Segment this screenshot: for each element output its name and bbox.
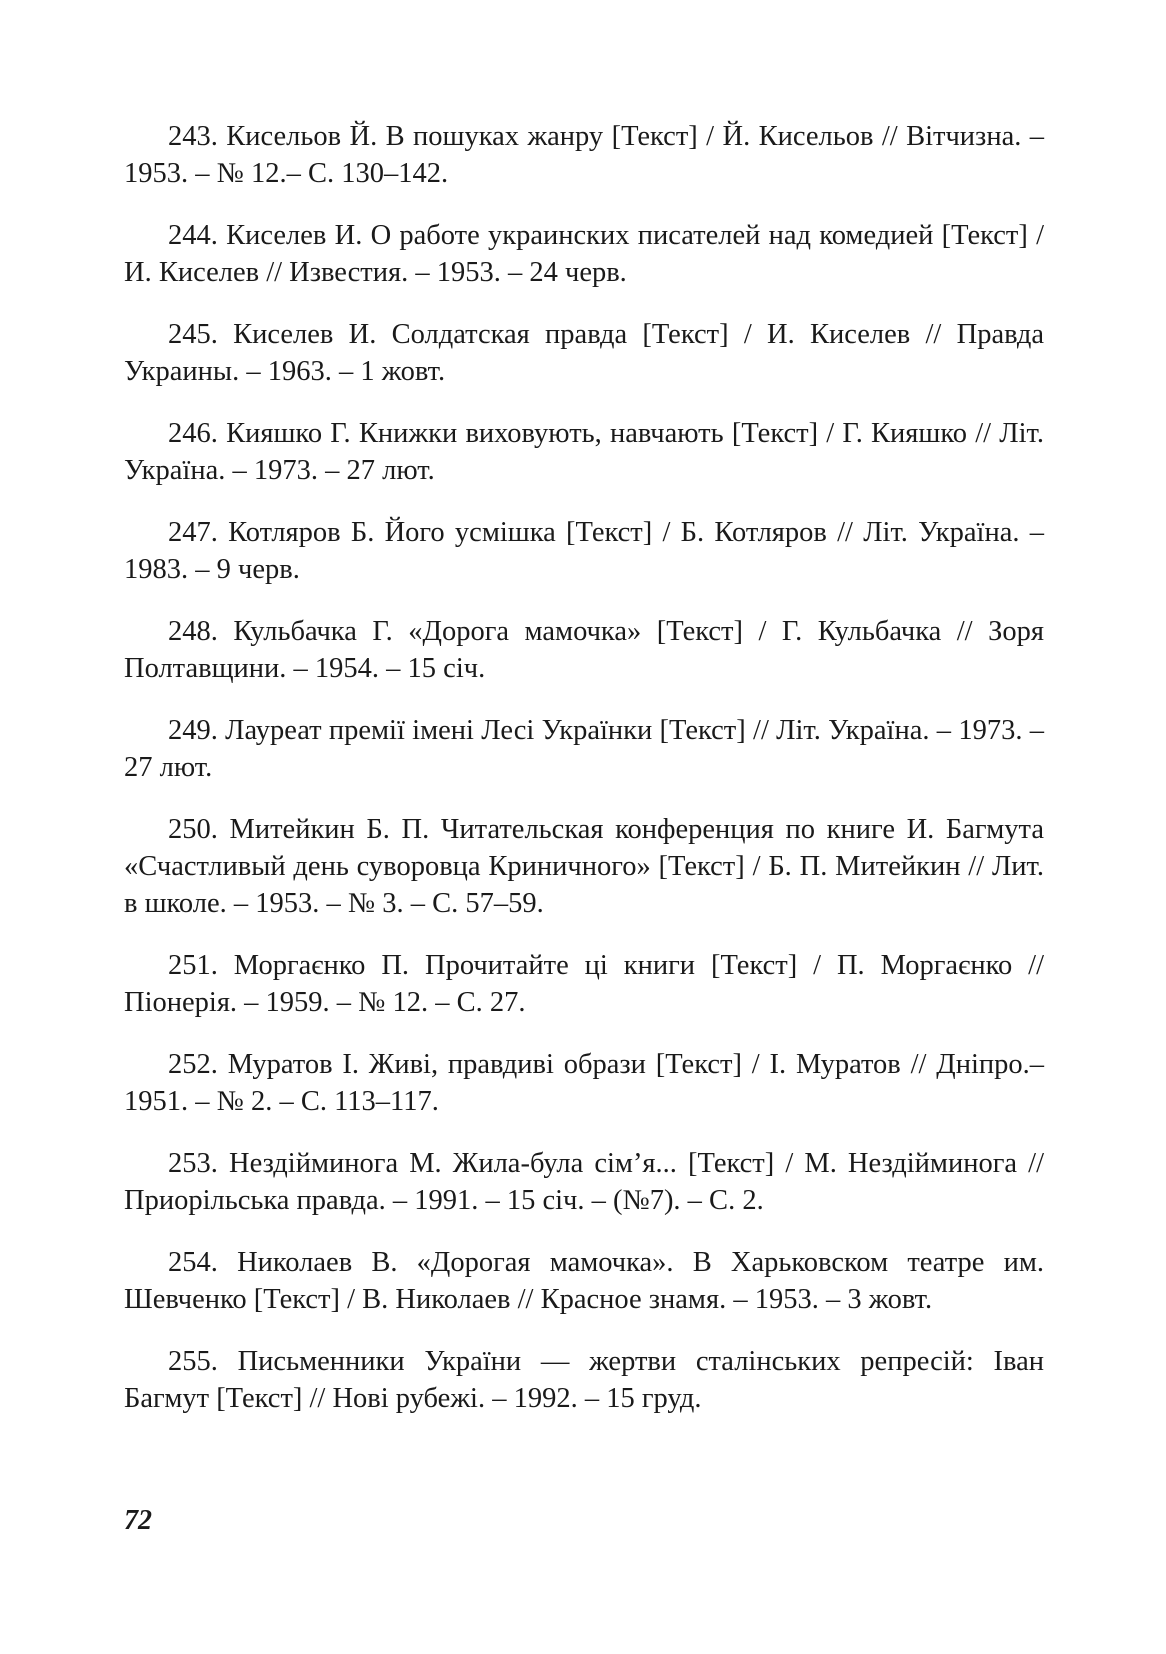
bibliography-entry-249: 249. Лауреат премії імені Лесі Українки [Текст] // Літ. Україна. – 1973. – 27 лют. — [124, 715, 1044, 783]
bibliography-entry-244: 244. Киселев И. О работе украинских писателей над комедией [Текст] / И. Киселев // Известия. – 1953. – 24 черв. — [124, 220, 1044, 288]
bibliography-list — [124, 118, 1044, 1442]
page-number: 72 — [124, 1505, 152, 1536]
bibliography-entry-254: 254. Николаев В. «Дорогая мамочка». В Харьковском театре им. Шевченко [Текст] / В. Николаев // Красное знамя. – 1953. – 3 жовт. — [124, 1247, 1044, 1315]
bibliography-entry-245: 245. Киселев И. Солдатская правда [Текст] / И. Киселев // Правда Украины. – 1963. – 1 жовт. — [124, 319, 1044, 387]
bibliography-entry-247: 247. Котляров Б. Його усмішка [Текст] / Б. Котляров // Літ. Україна. – 1983. – 9 черв. — [124, 517, 1044, 585]
bibliography-entry-248: 248. Кульбачка Г. «Дорога мамочка» [Текст] / Г. Кульбачка // Зоря Полтавщини. – 1954. – 15 січ. — [124, 616, 1044, 684]
bibliography-entry-251: 251. Моргаєнко П. Прочитайте ці книги [Текст] / П. Моргаєнко // Піонерія. – 1959. – № 12. – С. 27. — [124, 950, 1044, 1018]
bibliography-entry-250: 250. Митейкин Б. П. Читательская конференция по книге И. Багмута «Счастливый день суворовца Криничного» [Текст] / Б. П. Митейкин // Лит. в школе. – 1953. – № 3. – С. 57–59. — [124, 814, 1044, 919]
bibliography-entry-246: 246. Кияшко Г. Книжки виховують, навчають [Текст] / Г. Кияшко // Літ. Україна. – 1973. – 27 лют. — [124, 418, 1044, 486]
bibliography-entry-252: 252. Муратов І. Живі, правдиві образи [Текст] / І. Муратов // Дніпро.– 1951. – № 2. – С. 113–117. — [124, 1049, 1044, 1117]
bibliography-entry-255: 255. Письменники України — жертви сталінських репресій: Іван Багмут [Текст] // Нові рубежі. – 1992. – 15 груд. — [124, 1346, 1044, 1414]
bibliography-entry-253: 253. Нездійминога М. Жила-була сім’я... [Текст] / М. Нездійминога // Приорільська правда. – 1991. – 15 січ. – (№7). – С. 2. — [124, 1148, 1044, 1216]
bibliography-entry-243: 243. Кисельов Й. В пошуках жанру [Текст] / Й. Кисельов // Вітчизна. – 1953. – № 12.– С. 130–142. — [124, 121, 1044, 189]
